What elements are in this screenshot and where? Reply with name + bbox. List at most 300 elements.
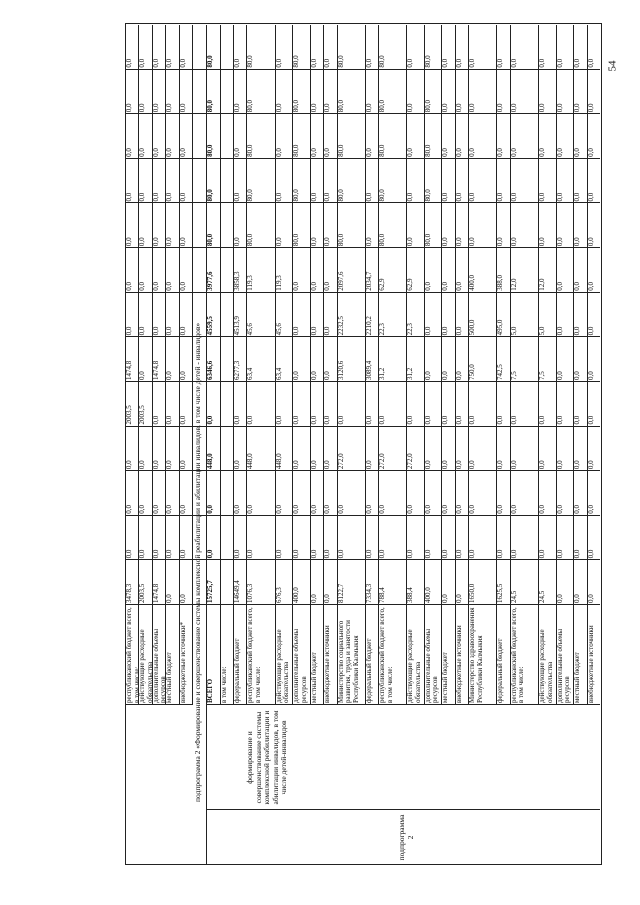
row-value: 0,0 bbox=[538, 460, 547, 470]
row-value: 0,0 bbox=[274, 103, 283, 113]
row-value: 0,0 bbox=[573, 371, 582, 380]
row-value: 0,0 bbox=[509, 192, 518, 202]
row-value: 0,0 bbox=[323, 237, 332, 247]
row-value: 12,0 bbox=[509, 278, 518, 291]
row-value: 0,0 bbox=[125, 281, 133, 291]
row-value: 0,0 bbox=[378, 549, 387, 559]
row-label: дополнительные объемы ресурсов bbox=[555, 628, 572, 703]
row-value: 0,0 bbox=[138, 237, 147, 247]
row-value: 0,0 bbox=[441, 148, 450, 157]
row-value: 0,0 bbox=[573, 281, 582, 291]
row-value: 0,0 bbox=[151, 460, 160, 470]
row-value: 500,0 bbox=[468, 319, 477, 336]
row-value: 0,0 bbox=[454, 103, 463, 113]
row-value: 80,0 bbox=[336, 233, 345, 247]
row-value: 0,0 bbox=[178, 326, 187, 336]
row-value: 80,0 bbox=[336, 99, 345, 113]
column-divider bbox=[125, 470, 600, 471]
row-value: 0,0 bbox=[274, 505, 283, 514]
row-value: 0,0 bbox=[364, 505, 373, 514]
row-value: 0,0 bbox=[538, 192, 547, 202]
row-value: 0,0 bbox=[246, 505, 255, 514]
row-value: 0,0 bbox=[178, 281, 187, 291]
row-label: республиканский бюджет всего, в том числе: bbox=[246, 607, 262, 703]
row-value: 0,0 bbox=[538, 58, 547, 68]
row-value: 0,0 bbox=[423, 460, 432, 470]
row-value: 0,0 bbox=[509, 237, 518, 247]
row-label: действующие расходные обязательства bbox=[274, 629, 291, 703]
row-value: 2210,2 bbox=[364, 316, 373, 336]
row-value: 0,0 bbox=[309, 415, 318, 425]
row-value: 2003,5 bbox=[138, 583, 147, 603]
row-value: 0,0 bbox=[538, 148, 547, 157]
row-value: 0,0 bbox=[323, 326, 332, 336]
row-label: в том числе: bbox=[219, 666, 228, 703]
row-value: 0,0 bbox=[206, 505, 215, 514]
row-value: 0,0 bbox=[555, 594, 564, 603]
row-value: 0,0 bbox=[406, 58, 415, 68]
row-value: 0,0 bbox=[138, 371, 147, 380]
row-value: 0,0 bbox=[555, 460, 564, 470]
row-value: 0,0 bbox=[378, 505, 387, 514]
column-divider bbox=[125, 292, 600, 293]
row-value: 0,0 bbox=[323, 148, 332, 157]
column-divider bbox=[125, 69, 600, 70]
row-label: внебюджетные источники bbox=[586, 625, 595, 703]
row-value: 1474,8 bbox=[151, 583, 160, 603]
row-value: 0,0 bbox=[573, 148, 582, 157]
row-value: 0,0 bbox=[274, 549, 283, 559]
row-value: 45,6 bbox=[274, 323, 283, 336]
row-value: 0,0 bbox=[292, 415, 301, 425]
row-value: 0,0 bbox=[309, 326, 318, 336]
row-value: 0,0 bbox=[468, 148, 477, 157]
row-label: федеральный бюджет bbox=[496, 638, 505, 703]
row-value: 0,0 bbox=[454, 58, 463, 68]
row-value: 0,0 bbox=[309, 237, 318, 247]
row-value: 80,0 bbox=[336, 144, 345, 157]
row-value: 0,0 bbox=[441, 281, 450, 291]
row-value: 24,5 bbox=[509, 590, 518, 603]
row-value: 0,0 bbox=[165, 371, 174, 380]
row-value: 0,0 bbox=[233, 192, 242, 202]
row-value: 0,0 bbox=[336, 549, 345, 559]
row-value: 0,0 bbox=[406, 103, 415, 113]
row-value: 4559,5 bbox=[206, 316, 215, 336]
column-divider bbox=[125, 381, 600, 382]
row-value: 5,0 bbox=[538, 326, 547, 336]
row-value: 0,0 bbox=[555, 371, 564, 380]
row-value: 0,0 bbox=[586, 415, 595, 425]
row-value: 400,0 bbox=[468, 274, 477, 291]
row-value: 0,0 bbox=[233, 58, 242, 68]
row-value: 0,0 bbox=[509, 103, 518, 113]
row-value: 272,0 bbox=[378, 453, 387, 470]
row-value: 0,0 bbox=[178, 460, 187, 470]
row-value: 80,0 bbox=[292, 233, 301, 247]
row-value: 80,0 bbox=[292, 189, 301, 202]
row-value: 0,0 bbox=[292, 326, 301, 336]
row-value: 80,0 bbox=[423, 233, 432, 247]
row-label: внебюджетные источники bbox=[323, 625, 332, 703]
row-value: 0,0 bbox=[125, 103, 133, 113]
row-value: 31,2 bbox=[406, 367, 415, 380]
row-value: 0,0 bbox=[178, 58, 187, 68]
row-value: 0,0 bbox=[454, 371, 463, 380]
row-value: 0,0 bbox=[496, 58, 505, 68]
row-value: 80,0 bbox=[378, 144, 387, 157]
row-value: 0,0 bbox=[364, 460, 373, 470]
row-value: 0,0 bbox=[538, 549, 547, 559]
row-value: 0,0 bbox=[509, 460, 518, 470]
row-value: 0,0 bbox=[292, 460, 301, 470]
row-value: 0,0 bbox=[423, 281, 432, 291]
row-value: 0,0 bbox=[125, 58, 133, 68]
row-value: 0,0 bbox=[233, 103, 242, 113]
row-value: 0,0 bbox=[555, 415, 564, 425]
row-value: 2097,6 bbox=[336, 271, 345, 291]
row-value: 388,0 bbox=[496, 274, 505, 291]
row-value: 0,0 bbox=[441, 594, 450, 603]
row-value: 0,0 bbox=[233, 415, 242, 425]
row-value: 15725,7 bbox=[206, 580, 215, 603]
row-value: 0,0 bbox=[151, 192, 160, 202]
row-value: 0,0 bbox=[178, 371, 187, 380]
row-value: 0,0 bbox=[151, 415, 160, 425]
row-value: 0,0 bbox=[364, 103, 373, 113]
row-value: 0,0 bbox=[151, 237, 160, 247]
row-value: 0,0 bbox=[323, 594, 332, 603]
row-value: 0,0 bbox=[309, 460, 318, 470]
row-value: 1076,3 bbox=[246, 583, 255, 603]
row-value: 80,0 bbox=[378, 55, 387, 68]
row-value: 12,0 bbox=[538, 278, 547, 291]
row-value: 0,0 bbox=[323, 415, 332, 425]
row-value: 0,0 bbox=[165, 460, 174, 470]
row-value: 0,0 bbox=[274, 237, 283, 247]
row-value: 0,0 bbox=[151, 281, 160, 291]
row-value: 0,0 bbox=[364, 58, 373, 68]
row-value: 0,0 bbox=[496, 103, 505, 113]
row-value: 0,0 bbox=[586, 192, 595, 202]
row-label: внебюджетные источники bbox=[454, 625, 463, 703]
row-value: 0,0 bbox=[496, 237, 505, 247]
column-divider bbox=[125, 202, 600, 203]
row-value: 0,0 bbox=[406, 237, 415, 247]
row-value: 80,0 bbox=[423, 55, 432, 68]
row-value: 0,0 bbox=[309, 549, 318, 559]
row-value: 0,0 bbox=[138, 58, 147, 68]
row-value: 3977,6 bbox=[206, 271, 215, 291]
row-value: 788,4 bbox=[378, 587, 387, 603]
row-value: 0,0 bbox=[125, 505, 133, 514]
row-value: 0,0 bbox=[468, 505, 477, 514]
row-value: 0,0 bbox=[292, 549, 301, 559]
row-value: 0,0 bbox=[406, 192, 415, 202]
row-divider bbox=[220, 25, 221, 705]
column-divider bbox=[125, 515, 600, 516]
row-value: 0,0 bbox=[468, 58, 477, 68]
row-value: 0,0 bbox=[206, 415, 215, 425]
row-value: 400,0 bbox=[292, 587, 301, 603]
row-value: 0,0 bbox=[165, 549, 174, 559]
row-value: 0,0 bbox=[336, 415, 345, 425]
row-value: 0,0 bbox=[165, 192, 174, 202]
row-value: 0,0 bbox=[573, 460, 582, 470]
row-value: 80,0 bbox=[246, 144, 255, 157]
row-value: 80,0 bbox=[206, 144, 215, 157]
row-value: 0,0 bbox=[423, 326, 432, 336]
row-value: 0,0 bbox=[441, 415, 450, 425]
row-value: 0,0 bbox=[468, 237, 477, 247]
row-value: 6346,6 bbox=[206, 360, 215, 380]
column-divider bbox=[125, 247, 600, 248]
row-value: 0,0 bbox=[138, 460, 147, 470]
row-value: 0,0 bbox=[538, 415, 547, 425]
row-value: 0,0 bbox=[496, 460, 505, 470]
row-value: 0,0 bbox=[165, 237, 174, 247]
row-value: 0,0 bbox=[165, 281, 174, 291]
row-value: 0,0 bbox=[292, 281, 301, 291]
row-value: 0,0 bbox=[165, 415, 174, 425]
row-value: 0,0 bbox=[441, 103, 450, 113]
row-value: 14649,4 bbox=[233, 580, 242, 603]
row-label: местный бюджет bbox=[441, 652, 450, 703]
row-value: 0,0 bbox=[538, 505, 547, 514]
row-value: 0,0 bbox=[406, 505, 415, 514]
row-value: 0,0 bbox=[586, 58, 595, 68]
subprogram-label: подпрограмма 2 bbox=[397, 814, 415, 861]
column-divider bbox=[206, 704, 600, 705]
row-label: ВСЕГО bbox=[206, 678, 215, 703]
row-value: 0,0 bbox=[406, 549, 415, 559]
row-value: 0,0 bbox=[586, 371, 595, 380]
row-value: 0,0 bbox=[509, 148, 518, 157]
row-value: 0,0 bbox=[423, 415, 432, 425]
row-value: 0,0 bbox=[178, 505, 187, 514]
row-value: 0,0 bbox=[178, 103, 187, 113]
row-value: 0,0 bbox=[246, 415, 255, 425]
row-value: 80,0 bbox=[246, 55, 255, 68]
row-value: 0,0 bbox=[309, 148, 318, 157]
row-value: 63,4 bbox=[274, 367, 283, 380]
row-value: 22,3 bbox=[378, 323, 387, 336]
row-value: 0,0 bbox=[165, 58, 174, 68]
row-value: 0,0 bbox=[165, 505, 174, 514]
row-value: 0,0 bbox=[586, 460, 595, 470]
row-value: 1650,0 bbox=[468, 583, 477, 603]
row-value: 0,0 bbox=[364, 148, 373, 157]
row-value: 0,0 bbox=[586, 237, 595, 247]
row-value: 0,0 bbox=[125, 148, 133, 157]
row-value: 5,0 bbox=[509, 326, 518, 336]
row-value: 0,0 bbox=[233, 549, 242, 559]
row-value: 0,0 bbox=[468, 103, 477, 113]
row-value: 0,0 bbox=[454, 594, 463, 603]
row-value: 3858,3 bbox=[233, 271, 242, 291]
row-label: республиканский бюджет всего, в том числе: bbox=[125, 607, 141, 703]
row-value: 0,0 bbox=[573, 549, 582, 559]
row-value: 0,0 bbox=[309, 281, 318, 291]
row-value: 0,0 bbox=[573, 237, 582, 247]
row-value: 80,0 bbox=[292, 99, 301, 113]
row-value: 80,0 bbox=[378, 99, 387, 113]
row-value: 31,2 bbox=[378, 367, 387, 380]
column-divider bbox=[125, 604, 600, 605]
row-value: 3120,6 bbox=[336, 360, 345, 380]
row-value: 2034,7 bbox=[364, 271, 373, 291]
row-value: 0,0 bbox=[165, 594, 174, 603]
row-label: республиканский бюджет всего, в том числе: bbox=[509, 607, 526, 703]
page-number: 54 bbox=[606, 60, 619, 72]
row-value: 3478,3 bbox=[125, 583, 133, 603]
row-value: 0,0 bbox=[233, 460, 242, 470]
row-value: 0,0 bbox=[274, 58, 283, 68]
row-value: 0,0 bbox=[496, 415, 505, 425]
row-value: 0,0 bbox=[151, 58, 160, 68]
row-value: 0,0 bbox=[555, 326, 564, 336]
row-value: 0,0 bbox=[441, 58, 450, 68]
row-value: 22,3 bbox=[406, 323, 415, 336]
row-value: 119,3 bbox=[274, 275, 283, 291]
row-value: 0,0 bbox=[151, 549, 160, 559]
row-value: 0,0 bbox=[555, 549, 564, 559]
row-value: 0,0 bbox=[454, 415, 463, 425]
row-value: 0,0 bbox=[441, 192, 450, 202]
row-value: 80,0 bbox=[246, 99, 255, 113]
row-value: 119,3 bbox=[246, 275, 255, 291]
row-value: 0,0 bbox=[138, 281, 147, 291]
row-value: 0,0 bbox=[323, 58, 332, 68]
row-value: 0,0 bbox=[125, 326, 133, 336]
row-value: 0,0 bbox=[233, 237, 242, 247]
row-value: 45,6 bbox=[246, 323, 255, 336]
column-divider bbox=[206, 809, 600, 810]
row-value: 0,0 bbox=[555, 281, 564, 291]
row-value: 0,0 bbox=[441, 460, 450, 470]
row-value: 0,0 bbox=[454, 326, 463, 336]
row-value: 0,0 bbox=[138, 549, 147, 559]
row-value: 80,0 bbox=[378, 233, 387, 247]
row-value: 0,0 bbox=[309, 58, 318, 68]
row-value: 0,0 bbox=[364, 415, 373, 425]
row-value: 0,0 bbox=[573, 326, 582, 336]
row-value: 0,0 bbox=[586, 103, 595, 113]
row-label: местный бюджет bbox=[165, 652, 174, 703]
row-value: 80,0 bbox=[423, 144, 432, 157]
row-value: 0,0 bbox=[441, 326, 450, 336]
row-value: 0,0 bbox=[538, 103, 547, 113]
row-value: 0,0 bbox=[509, 549, 518, 559]
row-value: 24,5 bbox=[538, 590, 547, 603]
row-value: 7,5 bbox=[538, 371, 547, 380]
row-value: 448,0 bbox=[206, 453, 215, 470]
row-value: 0,0 bbox=[178, 148, 187, 157]
row-value: 0,0 bbox=[309, 192, 318, 202]
row-value: 0,0 bbox=[125, 237, 133, 247]
row-value: 0,0 bbox=[454, 549, 463, 559]
row-value: 0,0 bbox=[423, 505, 432, 514]
row-value: 0,0 bbox=[496, 148, 505, 157]
row-label: федеральный бюджет bbox=[364, 638, 373, 703]
row-value: 0,0 bbox=[468, 549, 477, 559]
row-value: 495,0 bbox=[496, 319, 505, 336]
row-value: 0,0 bbox=[555, 505, 564, 514]
row-value: 80,0 bbox=[206, 99, 215, 113]
row-value: 80,0 bbox=[246, 189, 255, 202]
row-value: 0,0 bbox=[454, 505, 463, 514]
row-value: 0,0 bbox=[509, 58, 518, 68]
row-value: 0,0 bbox=[125, 460, 133, 470]
row-value: 0,0 bbox=[125, 192, 133, 202]
row-value: 0,0 bbox=[441, 371, 450, 380]
row-value: 0,0 bbox=[323, 549, 332, 559]
row-value: 750,0 bbox=[468, 364, 477, 380]
row-value: 0,0 bbox=[586, 148, 595, 157]
row-value: 7334,3 bbox=[364, 583, 373, 603]
row-value: 0,0 bbox=[323, 460, 332, 470]
subprogram-description: формирование и совершенствование системы комплексной реабилитации и абилитации инвалидов, в том числе детей-инвалидов bbox=[245, 710, 289, 805]
row-value: 742,5 bbox=[496, 364, 505, 380]
row-value: 0,0 bbox=[125, 549, 133, 559]
subprogram-title: подпрограмма 2 «Формирование и совершенствование системы комплексной реабилитации и абилитации инвалидов, в том числе детей - инвалидов» bbox=[193, 322, 203, 802]
row-value: 0,0 bbox=[496, 192, 505, 202]
row-value: 2003,5 bbox=[138, 405, 147, 425]
row-label: местный бюджет bbox=[573, 652, 582, 703]
row-label: Министерство здравоохранения Республики Калмыкия bbox=[468, 607, 484, 703]
row-value: 0,0 bbox=[309, 103, 318, 113]
row-value: 7,5 bbox=[509, 371, 518, 380]
row-value: 0,0 bbox=[454, 237, 463, 247]
row-value: 0,0 bbox=[586, 505, 595, 514]
row-value: 0,0 bbox=[378, 415, 387, 425]
row-value: 0,0 bbox=[454, 148, 463, 157]
row-value: 0,0 bbox=[274, 148, 283, 157]
row-value: 0,0 bbox=[555, 192, 564, 202]
row-value: 80,0 bbox=[336, 189, 345, 202]
row-value: 0,0 bbox=[233, 148, 242, 157]
column-divider bbox=[125, 336, 600, 337]
column-divider bbox=[125, 704, 192, 705]
row-value: 0,0 bbox=[165, 148, 174, 157]
row-label: действующие расходные обязательства bbox=[138, 629, 154, 703]
row-value: 0,0 bbox=[441, 505, 450, 514]
row-value: 62,9 bbox=[378, 278, 387, 291]
row-value: 0,0 bbox=[138, 148, 147, 157]
row-value: 0,0 bbox=[573, 103, 582, 113]
row-value: 80,0 bbox=[206, 55, 215, 68]
row-value: 0,0 bbox=[274, 415, 283, 425]
row-value: 80,0 bbox=[423, 189, 432, 202]
row-value: 0,0 bbox=[233, 505, 242, 514]
row-label: действующие расходные обязательства bbox=[538, 629, 554, 703]
row-value: 0,0 bbox=[138, 103, 147, 113]
row-value: 0,0 bbox=[274, 192, 283, 202]
row-value: 1474,8 bbox=[125, 360, 133, 380]
row-value: 80,0 bbox=[206, 189, 215, 202]
row-value: 80,0 bbox=[206, 233, 215, 247]
row-value: 8122,7 bbox=[336, 583, 345, 603]
row-value: 0,0 bbox=[178, 415, 187, 425]
row-value: 0,0 bbox=[364, 549, 373, 559]
row-value: 0,0 bbox=[496, 549, 505, 559]
row-value: 3089,4 bbox=[364, 360, 373, 380]
row-value: 0,0 bbox=[406, 148, 415, 157]
row-value: 0,0 bbox=[538, 237, 547, 247]
row-value: 0,0 bbox=[586, 326, 595, 336]
row-value: 0,0 bbox=[555, 103, 564, 113]
row-value: 0,0 bbox=[468, 415, 477, 425]
